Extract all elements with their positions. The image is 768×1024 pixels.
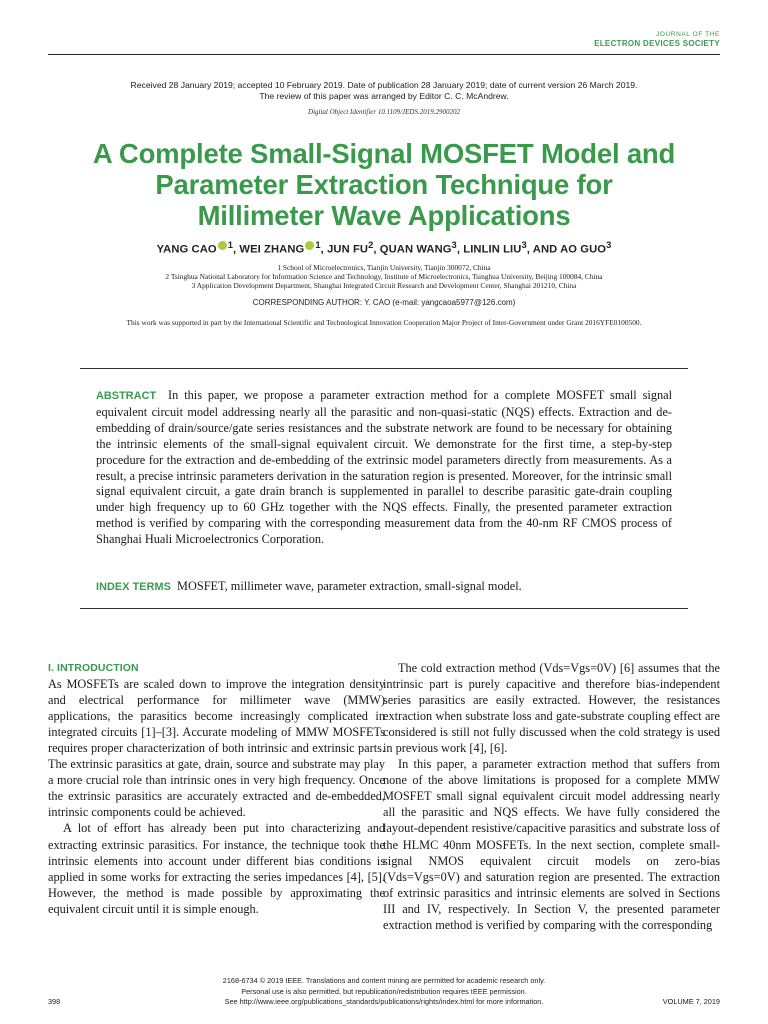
author-name: WEI ZHANG [239, 243, 305, 256]
funding-note: This work was supported in part by the International Scientific and Technological Innovation Cooperation Major Project of Inter-Government under Grant 2016YFE0100500. [126, 318, 642, 327]
affiliation-2: 2 Tsinghua National Laboratory for Information Science and Technology, Institute of Microelectronics, Tsinghua University, Beijing 100084, China [165, 272, 603, 281]
paragraph: In this paper, a parameter extraction method that suffers from none of the above limitations is proposed for a complete MMW MOSFET small signal equivalent circuit model addressing nearly all the parasitic and NQS effects. We have fully considered the layout-dependent resistive/capacitive parasitics and substrate loss of the HLMC 40nm MOSFETs. In the next section, complete small-signal NMOS equivalent circuit models on zero-bias (Vds=Vgs=0V) and saturation region are presented. The extraction of extrinsic parasitics and intrinsic elements are solved in Sections III and IV, respectively. In Section V, the presented parameter extraction method is verified by comparing with the corresponding [383, 757, 720, 932]
page-number: 398 [48, 997, 61, 1006]
affiliation-marker: 1 [227, 240, 233, 250]
abstract-text: In this paper, we propose a parameter extraction method for a complete MOSFET small signal equivalent circuit model addressing nearly all the parasitic and non-quasi-static (NQS) effects. Extraction and de-embedding of drain/source/gate series resistances and the substrate network are found to be necessary for obtaining the intrinsic elements of the small-signal equivalent circuit. We demonstrate for the first time, a step-by-step procedure for the extraction and de-embedding of the extrinsic model parameters directly from measurements. As a result, a precise intrinsic parameters derivation in the saturation region is presented. Moreover, for the intrinsic small signal equivalent circuit, a gate drain branch is supplemented in parallel to describe parasitic gate-drain coupling under high frequency up to 60 GHz together with the NQS effects. Finally, the presented parameter extraction method is verified by comparing with the corresponding measurement data from the 40-nm RF CMOS process of Shanghai Huali Microelectronics Corporation. [96, 388, 672, 547]
affiliation-marker: 3 [521, 240, 527, 250]
permission-line: Personal use is also permitted, but republication/redistribution requires IEEE permission. [241, 987, 527, 996]
received-dates: Received 28 January 2019; accepted 10 February 2019. Date of publication 28 January 2019; date of current version 26 March 2019. [130, 80, 638, 90]
index-terms-text: MOSFET, millimeter wave, parameter extraction, small-signal model. [177, 579, 522, 593]
author-separator: , [233, 243, 240, 256]
affiliation-1: 1 School of Microelectronics, Tianjin University, Tianjin 300072, China [277, 263, 491, 272]
affiliation-3: 3 Application Development Department, Shanghai Integrated Circuit Research and Development Center, Shanghai 201210, China [191, 281, 577, 290]
author-name: AND AO GUO [532, 243, 607, 256]
author-name: YANG CAO [156, 243, 217, 256]
abstract-rule-top [80, 368, 688, 369]
body-column-right [383, 660, 720, 933]
paragraph: The cold extraction method (Vds=Vgs=0V) [6] assumes that the intrinsic part is purely capacitive and therefore bias-independent series parasitics are easily extracted. However, the resistances extraction when substrate loss and gate-substrate coupling effect are considered is still not fully discussed when the cold strategy is used in previous work [4], [6]. [383, 661, 720, 756]
header-rule [48, 54, 720, 55]
affiliation-marker: 3 [451, 240, 457, 250]
title-line-2: Parameter Extraction Technique for [155, 169, 613, 200]
corresponding-author: CORRESPONDING AUTHOR: Y. CAO (e-mail: yangcaoa5977@126.com) [252, 298, 516, 307]
index-terms [96, 578, 672, 595]
doi: Digital Object Identifier 10.1109/JEDS.2019.2900202 [308, 108, 460, 116]
affiliation-marker: 1 [315, 240, 321, 250]
author-separator: , [526, 243, 533, 256]
paragraph: As MOSFETs are scaled down to improve the integration density and electrical performance for millimeter wave (MMW) applications, the parasitics become increasingly complicated in integrated circuits [1]–[3]. Accurate modeling of MMW MOSFETs requires proper characterization of both intrinsic and extrinsic parts. The extrinsic parasitics at gate, drain, source and substrate may play a more crucial role than intrinsic ones in very high frequency. Once the extrinsic parasitics are accurately extracted and de-embedded, intrinsic components could be achieved. [48, 677, 385, 820]
abstract-rule-bottom [80, 608, 688, 609]
rights-url-line: See http://www.ieee.org/publications_standards/publications/rights/index.html for more information. [224, 997, 544, 1006]
title-line-3: Millimeter Wave Applications [197, 200, 571, 231]
journal-name-line2: ELECTRON DEVICES SOCIETY [594, 39, 720, 48]
author-name: QUAN WANG [379, 243, 452, 256]
paper-title [40, 138, 728, 231]
paragraph: A lot of effort has already been put into characterizing and extracting extrinsic parasitics. For instance, the technique took the intrinsic elements into account under different bias conditions is applied in some works for extracting the series impedances [4], [5]. However, the method is made possible by approximating the equivalent circuit until it is simple enough. [48, 821, 385, 916]
affiliation-marker: 3 [606, 240, 612, 250]
abstract [96, 388, 672, 548]
body-column-left [48, 660, 385, 917]
review-editor: The review of this paper was arranged by Editor C. C. McAndrew. [259, 91, 509, 101]
author-separator: , [373, 243, 380, 256]
author-separator: , [320, 243, 328, 256]
title-line-1: A Complete Small-Signal MOSFET Model and [92, 138, 676, 169]
author-name: LINLIN LIU [463, 243, 522, 256]
copyright-line: 2168-6734 © 2019 IEEE. Translations and content mining are permitted for academic research only. [222, 976, 546, 985]
affiliation-marker: 2 [368, 240, 374, 250]
journal-name-line1: JOURNAL OF THE [655, 31, 720, 38]
author-name: JUN FU [327, 243, 369, 256]
index-terms-label: INDEX TERMS [96, 581, 171, 593]
section-heading-introduction: I. INTRODUCTION [48, 662, 139, 674]
abstract-label: ABSTRACT [96, 390, 157, 402]
orcid-icon[interactable] [218, 241, 227, 250]
orcid-icon[interactable] [305, 241, 314, 250]
author-separator: , [456, 243, 464, 256]
volume-label: VOLUME 7, 2019 [662, 997, 720, 1006]
author-list [40, 240, 728, 256]
